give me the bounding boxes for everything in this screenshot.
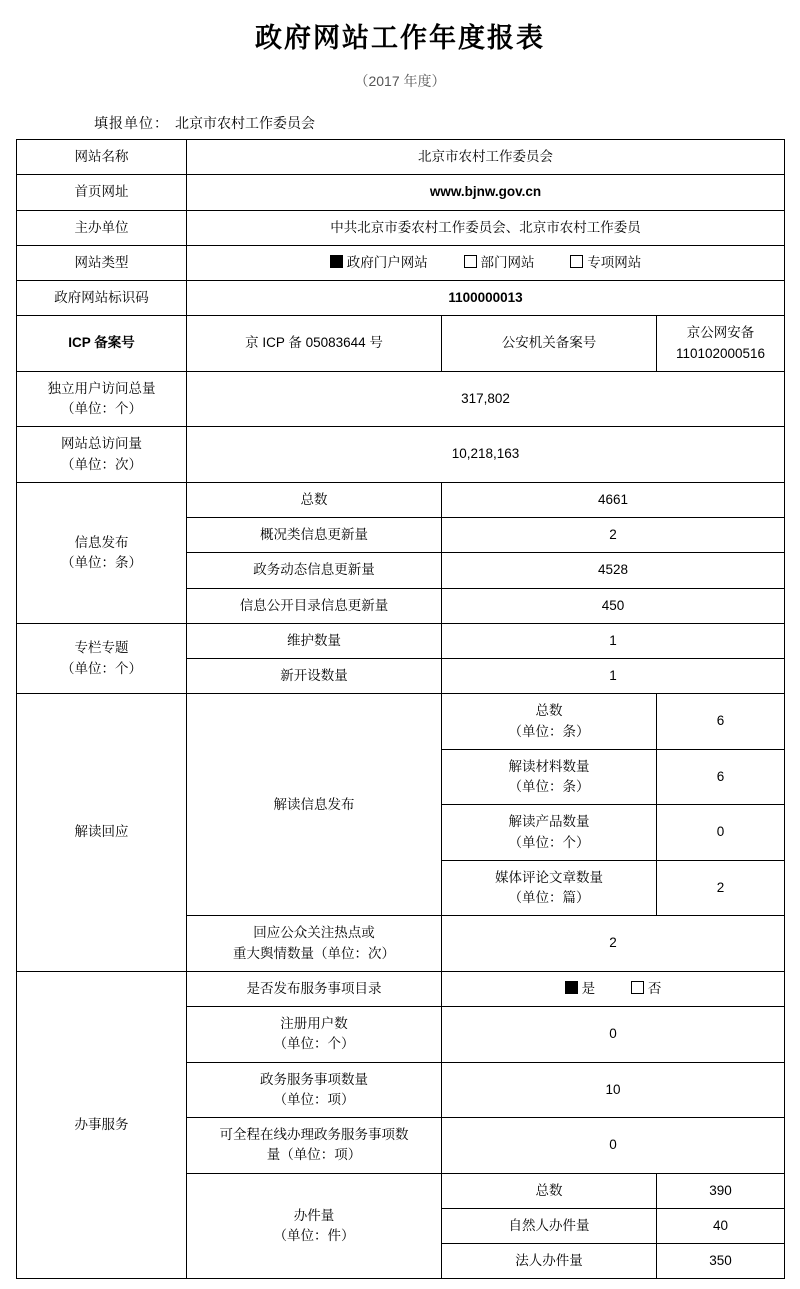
table-row [17, 623, 785, 658]
table-row [17, 427, 785, 483]
service-catalog-option-yes-label: 是 [581, 980, 596, 996]
unique-visitors-label-line2: （单位：个） [61, 401, 142, 416]
home-url-value[interactable]: www.bjnw.gov.cn [187, 175, 785, 210]
police-record-value [657, 316, 785, 372]
table-row [17, 316, 785, 372]
page-title: 政府网站工作年度报表 [255, 23, 545, 53]
total-visits-label-line1: 网站总访问量 [61, 436, 142, 452]
column-topic-item-value: 1 [442, 623, 785, 658]
service-items-label-line1: 政务服务事项数量 [260, 1071, 368, 1087]
icp-label: ICP 备案号 [17, 316, 187, 372]
table-row [17, 371, 785, 427]
annual-report-table [16, 139, 785, 1279]
table-row [17, 175, 785, 210]
column-topic-item-label: 新开设数量 [187, 659, 442, 694]
site-type-option-special-label: 专项网站 [587, 254, 642, 270]
total-visits-label [17, 427, 187, 483]
service-catalog-label: 是否发布服务事项目录 [187, 971, 442, 1006]
column-topic-item-label: 维护数量 [187, 623, 442, 658]
checkbox-checked-icon[interactable] [565, 981, 578, 994]
host-unit-label: 主办单位 [17, 210, 187, 245]
home-url-label: 首页网址 [17, 175, 187, 210]
host-unit-value: 中共北京市委农村工作委员会、北京市农村工作委员 [187, 210, 785, 245]
info-publish-item-label: 政务动态信息更新量 [187, 553, 442, 588]
handled-count-label-line1: 办件量 [293, 1207, 335, 1223]
filler-unit-label: 填报单位： [94, 115, 169, 131]
info-publish-label-line1: 信息发布 [74, 534, 129, 550]
checkbox-icon[interactable] [631, 981, 644, 994]
site-name-value: 北京市农村工作委员会 [187, 140, 785, 175]
handled-item-value: 350 [657, 1244, 785, 1279]
site-type-option-special[interactable] [570, 253, 641, 273]
total-visits-value: 10,218,163 [187, 427, 785, 483]
table-row [17, 140, 785, 175]
police-record-value-line2: 110102000516 [675, 345, 766, 361]
icp-value: 京 ICP 备 05083644 号 [187, 316, 442, 372]
filler-unit-value: 北京市农村工作委员会 [175, 115, 315, 131]
site-type-option-portal[interactable] [330, 253, 428, 273]
response-value: 2 [442, 916, 785, 972]
checkbox-icon[interactable] [464, 255, 477, 268]
interpretation-item-label-line1: 媒体评论文章数量 [495, 869, 603, 885]
total-visits-label-line2: （单位：次） [61, 456, 142, 472]
column-topic-label-line1: 专栏专题 [74, 640, 129, 656]
info-publish-item-value: 450 [442, 588, 785, 623]
handled-item-label: 总数 [442, 1173, 657, 1208]
table-row [17, 971, 785, 1006]
checkbox-checked-icon[interactable] [330, 255, 343, 268]
interpretation-item-label-line2: （单位：个） [508, 834, 590, 850]
interpretation-publish-label: 解读信息发布 [187, 694, 442, 916]
interpretation-item-label-line1: 总数 [535, 703, 563, 719]
info-publish-item-value: 2 [442, 518, 785, 553]
site-type-label: 网站类型 [17, 245, 187, 280]
interpretation-item-label-line2: （单位：条） [508, 779, 590, 794]
info-publish-item-value: 4661 [442, 482, 785, 517]
interpretation-item-label-line2: （单位：篇） [508, 890, 590, 905]
online-items-label-line1: 可全程在线办理政务服务事项数 [219, 1127, 409, 1142]
site-id-value: 1100000013 [187, 281, 785, 316]
handled-item-label: 法人办件量 [442, 1244, 657, 1279]
report-page [0, 16, 800, 1289]
police-record-value-line1: 京公网安备 [686, 325, 755, 341]
column-topic-label [17, 623, 187, 694]
handled-count-label-line2: （单位：件） [273, 1227, 355, 1243]
interpretation-item-value: 2 [657, 860, 785, 916]
online-items-label-line2: 量（单位：项） [266, 1147, 362, 1163]
site-id-label: 政府网站标识码 [17, 281, 187, 316]
info-publish-item-label: 概况类信息更新量 [187, 518, 442, 553]
interpretation-item-label-line1: 解读材料数量 [508, 758, 590, 774]
column-topic-label-line2: （单位：个） [61, 660, 142, 676]
unique-visitors-label-line1: 独立用户访问总量 [47, 380, 156, 396]
filler-unit-row [16, 113, 784, 133]
site-name-label: 网站名称 [17, 140, 187, 175]
site-type-option-department[interactable] [464, 253, 535, 273]
handled-item-value: 40 [657, 1208, 785, 1243]
service-catalog-option-no-label: 否 [647, 980, 662, 996]
table-row [17, 245, 785, 280]
page-subtitle: （2017 年度） [354, 73, 446, 89]
info-publish-label [17, 482, 187, 623]
site-type-option-portal-label: 政府门户网站 [346, 254, 428, 270]
info-publish-label-line2: （单位：条） [61, 554, 142, 570]
unique-visitors-label [17, 371, 187, 427]
response-label-line1: 回应公众关注热点或 [253, 925, 375, 941]
response-label-line2: 重大舆情数量（单位：次） [233, 945, 395, 961]
online-items-value: 0 [442, 1118, 785, 1174]
interpretation-item-label [442, 749, 657, 805]
interpretation-item-label-line1: 解读产品数量 [508, 814, 590, 830]
registered-users-value: 0 [442, 1007, 785, 1063]
service-items-value: 10 [442, 1062, 785, 1118]
registered-users-label-line2: （单位：个） [273, 1036, 355, 1052]
interpretation-item-label [442, 805, 657, 861]
info-publish-item-label: 信息公开目录信息更新量 [187, 588, 442, 623]
online-items-label [187, 1118, 442, 1174]
response-label [187, 916, 442, 972]
interpretation-label: 解读回应 [17, 694, 187, 972]
police-record-label: 公安机关备案号 [442, 316, 657, 372]
unique-visitors-value: 317,802 [187, 371, 785, 427]
column-topic-item-value: 1 [442, 659, 785, 694]
table-row [17, 482, 785, 517]
service-catalog-option-yes[interactable] [565, 979, 596, 999]
handled-item-value: 390 [657, 1173, 785, 1208]
service-label: 办事服务 [17, 971, 187, 1279]
interpretation-item-label [442, 694, 657, 750]
registered-users-label-line1: 注册用户数 [280, 1016, 348, 1031]
interpretation-item-label-line2: （单位：条） [508, 723, 590, 739]
registered-users-label [187, 1007, 442, 1063]
service-items-label [187, 1062, 442, 1118]
site-type-options [187, 245, 785, 280]
service-catalog-options [442, 971, 785, 1006]
service-items-label-line2: （单位：项） [273, 1091, 355, 1107]
site-type-option-department-label: 部门网站 [480, 254, 535, 270]
handled-item-label: 自然人办件量 [442, 1208, 657, 1243]
interpretation-item-value: 6 [657, 694, 785, 750]
table-row [17, 210, 785, 245]
info-publish-item-value: 4528 [442, 553, 785, 588]
service-catalog-option-no[interactable] [631, 979, 662, 999]
interpretation-item-value: 6 [657, 749, 785, 805]
interpretation-item-label [442, 860, 657, 916]
info-publish-item-label: 总数 [187, 482, 442, 517]
table-row [17, 694, 785, 750]
table-row [17, 281, 785, 316]
handled-count-label [187, 1173, 442, 1279]
interpretation-item-value: 0 [657, 805, 785, 861]
checkbox-icon[interactable] [570, 255, 583, 268]
